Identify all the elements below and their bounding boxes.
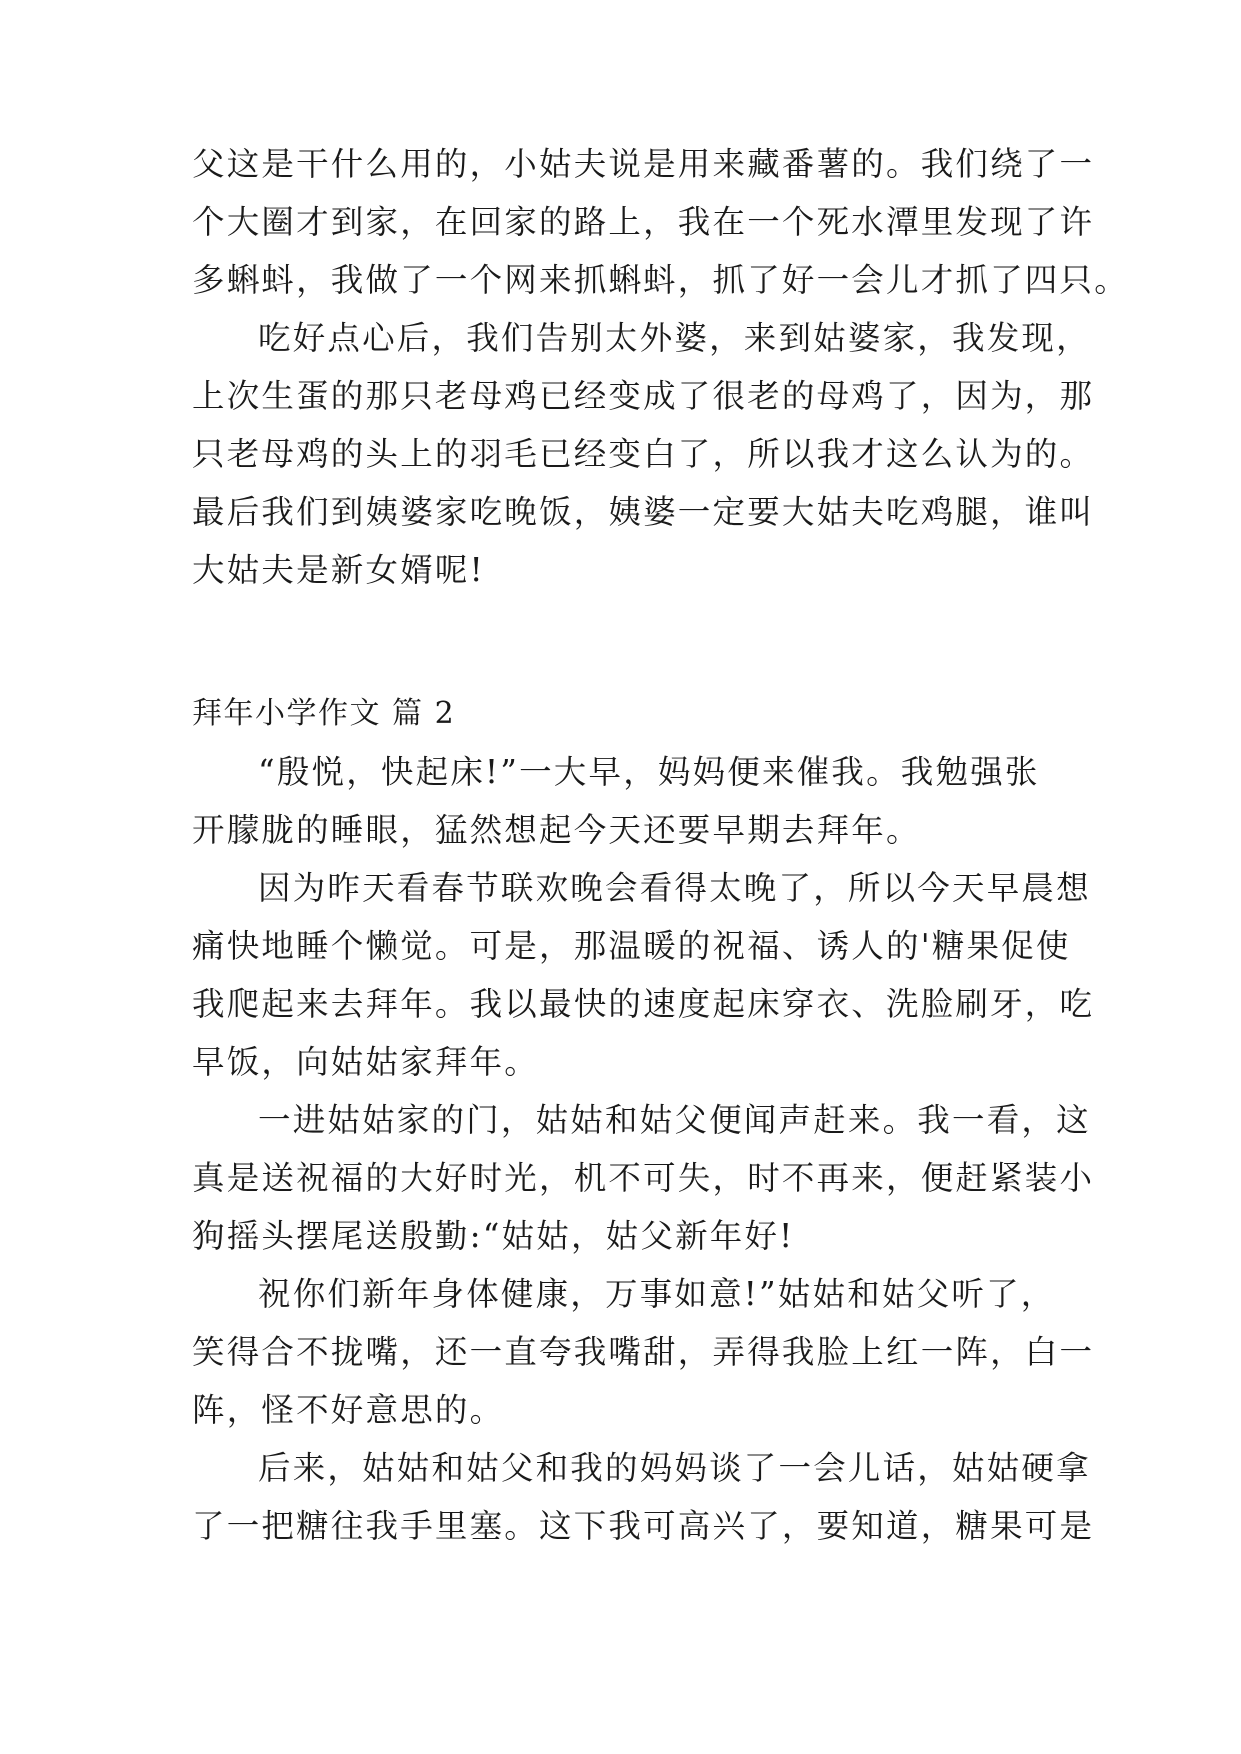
paragraph-line: 最后我们到姨婆家吃晚饭，姨婆一定要大姑夫吃鸡腿，谁叫 [192,493,1095,531]
paragraph-line: 只老母鸡的头上的羽毛已经变白了，所以我才这么认为的。 [192,435,1095,473]
paragraph-line: 吃好点心后，我们告别太外婆，来到姑婆家，我发现， [258,319,1091,357]
paragraph-line: 大姑夫是新女婿呢! [192,551,485,589]
paragraph-line: 狗摇头摆尾送殷勤:“姑姑，姑父新年好! [192,1217,795,1255]
paragraph-line: “殷悦，快起床!”一大早，妈妈便来催我。我勉强张 [258,753,1040,791]
paragraph-line: 一进姑姑家的门，姑姑和姑父便闻声赶来。我一看，这 [258,1101,1091,1139]
paragraph-line: 开朦胧的睡眼，猛然想起今天还要早期去拜年。 [192,811,921,849]
paragraph-line: 早饭，向姑姑家拜年。 [192,1043,540,1081]
paragraph-line: 多蝌蚪，我做了一个网来抓蝌蚪，抓了好一会儿才抓了四只。 [192,261,1129,299]
paragraph-line: 上次生蛋的那只老母鸡已经变成了很老的母鸡了，因为，那 [192,377,1095,415]
paragraph-line: 我爬起来去拜年。我以最快的速度起床穿衣、洗脸刷牙，吃 [192,985,1095,1023]
paragraph-line: 阵，怪不好意思的。 [192,1391,505,1429]
paragraph-line: 真是送祝福的大好时光，机不可失，时不再来，便赶紧装小 [192,1159,1095,1197]
paragraph-line: 了一把糖往我手里塞。这下我可高兴了，要知道，糖果可是 [192,1507,1095,1545]
paragraph-line: 笑得合不拢嘴，还一直夸我嘴甜，弄得我脸上红一阵，白一 [192,1333,1095,1371]
paragraph-line: 后来，姑姑和姑父和我的妈妈谈了一会儿话，姑姑硬拿 [258,1449,1091,1487]
paragraph-line: 因为昨天看春节联欢晚会看得太晚了，所以今天早晨想 [258,869,1091,907]
paragraph-line: 痛快地睡个懒觉。可是，那温暖的祝福、诱人的'糖果促使 [192,927,1071,965]
section-title: 拜年小学作文 篇 2 [192,696,456,731]
paragraph-line: 父这是干什么用的，小姑夫说是用来藏番薯的。我们绕了一 [192,145,1095,183]
paragraph-line: 祝你们新年身体健康，万事如意!”姑姑和姑父听了， [258,1275,1056,1313]
paragraph-line: 个大圈才到家，在回家的路上，我在一个死水潭里发现了许 [192,203,1095,241]
